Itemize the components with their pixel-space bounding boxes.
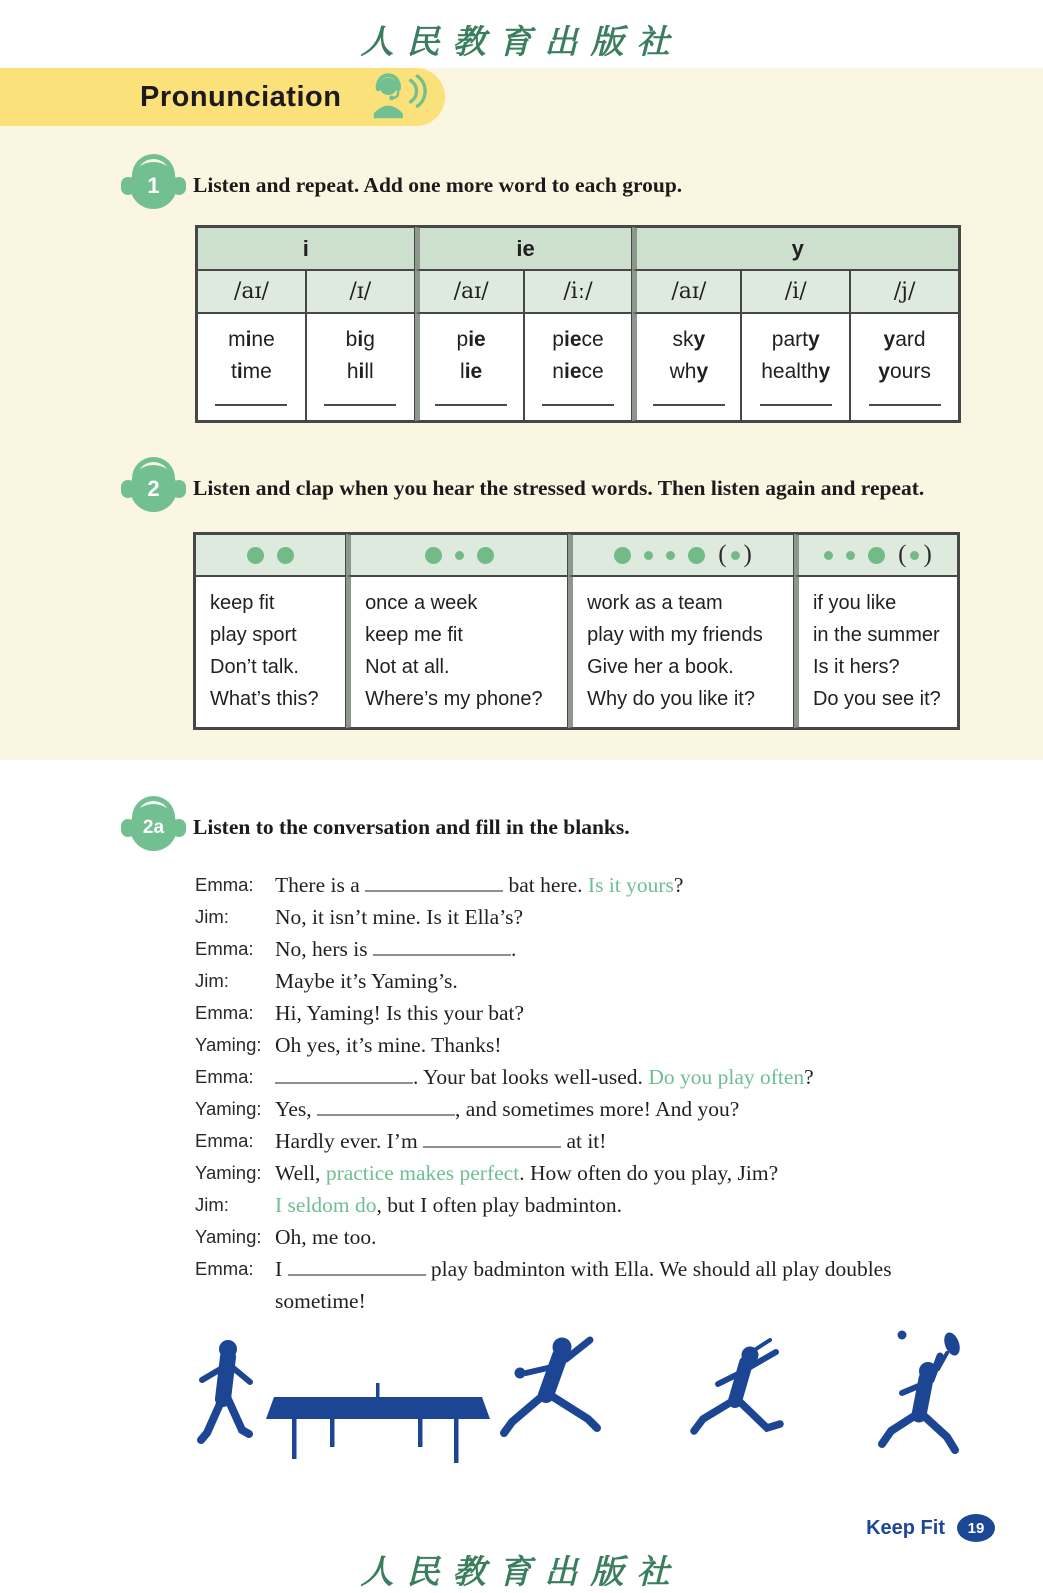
word — [424, 356, 519, 388]
phoneme-cell: /iː/ — [524, 270, 633, 313]
word-prefix: part — [771, 328, 808, 351]
dialogue-text — [275, 1061, 970, 1093]
dialogue-text — [275, 1189, 970, 1221]
green-phrase: Do you play often — [648, 1065, 805, 1089]
dialogue-segment: Hardly ever. I’m — [275, 1129, 424, 1153]
answer-blank — [542, 404, 614, 406]
speaker-label: Emma: — [195, 874, 254, 895]
phrase-cell — [346, 576, 568, 728]
optional-stress-dot: ( ) — [718, 541, 752, 568]
word — [855, 356, 954, 388]
phrase: in the summer — [812, 624, 940, 646]
word-prefix: health — [761, 360, 819, 383]
sports-silhouettes — [190, 1327, 1043, 1474]
fill-in-blank — [373, 941, 511, 956]
dialogue-text — [275, 869, 970, 901]
stress-dot-large — [614, 547, 631, 564]
word — [529, 324, 628, 356]
stress-dot-small — [666, 551, 675, 560]
stress-dot-large — [425, 547, 442, 564]
answer-blank — [324, 404, 396, 406]
speaker-label: Emma: — [195, 938, 254, 959]
stress-dot-small — [731, 551, 740, 560]
page-footer — [0, 1514, 1043, 1542]
stress-dot-large — [688, 547, 705, 564]
target-letters: y — [696, 360, 709, 383]
speaker-label: Yaming: — [195, 1098, 262, 1119]
word — [311, 324, 410, 356]
stress-dot-small — [846, 551, 855, 560]
dialogue-row — [195, 1253, 970, 1317]
word-prefix: l — [460, 360, 465, 383]
phrase: Where’s my phone? — [365, 688, 543, 710]
speaker-label: Yaming: — [195, 1034, 262, 1055]
phrase: keep me fit — [365, 624, 463, 646]
target-letters: i — [245, 328, 252, 351]
publisher-calligraphy-bottom: 人民教育出版社 — [360, 1552, 683, 1591]
phoneme-cell: /aɪ/ — [197, 270, 306, 313]
dialogue-segment: play badminton with Ella. We should all play doubles sometime! — [275, 1257, 892, 1313]
exercise2a-number: 2a — [130, 804, 177, 851]
speaker-label: Jim: — [195, 906, 229, 927]
exercise2-headphones-number-icon — [130, 465, 177, 512]
target-letters: i — [357, 328, 364, 351]
dialogue-segment: , and sometimes more! And you? — [455, 1097, 740, 1121]
exercise2-number: 2 — [130, 465, 177, 512]
stress-dot-small — [910, 551, 919, 560]
dialogue-row — [195, 901, 970, 933]
green-phrase: Is it yours — [587, 873, 674, 897]
unit-label: Keep Fit — [866, 1516, 945, 1539]
publisher-calligraphy-top: 人民教育出版社 — [360, 22, 683, 61]
dialogue-segment: at it! — [561, 1129, 607, 1153]
exercise1-header — [130, 162, 1043, 209]
exercise2a-header — [130, 804, 1043, 851]
exercise1-headphones-number-icon — [130, 162, 177, 209]
dialogue-row — [195, 1093, 970, 1125]
word — [311, 356, 410, 388]
stress-dot-small — [455, 551, 464, 560]
phrase: Do you see it? — [812, 688, 941, 710]
stress-dot-small — [644, 551, 653, 560]
target-letters: y — [818, 360, 831, 383]
speaker-label: Emma: — [195, 1258, 254, 1279]
dialogue-segment: Oh, me too. — [275, 1225, 377, 1249]
fill-in-blank — [423, 1133, 561, 1148]
phrase-cell — [794, 576, 958, 728]
exercise2a-headphones-number-icon — [130, 804, 177, 851]
dialogue-row — [195, 1125, 970, 1157]
target-letters: y — [693, 328, 706, 351]
word-suffix: ard — [895, 328, 926, 351]
dialogue-segment: I — [275, 1257, 288, 1281]
word-prefix: wh — [669, 360, 697, 383]
target-letters: ie — [563, 328, 582, 351]
word — [424, 324, 519, 356]
phrase: Why do you like it? — [587, 688, 755, 710]
dialogue-segment: Yes, — [275, 1097, 318, 1121]
target-letters: y — [883, 328, 896, 351]
word-group-cell — [850, 313, 959, 421]
table-tennis-player-right-icon — [504, 1338, 597, 1434]
exercise1-number: 1 — [130, 162, 177, 209]
answer-blank — [653, 404, 725, 406]
stress-pattern-cell — [568, 534, 794, 576]
dialogue-segment: There is a — [275, 873, 366, 897]
green-phrase: practice makes perfect — [325, 1161, 520, 1185]
word-group-cell — [524, 313, 633, 421]
dialogue-text — [275, 1221, 970, 1253]
target-letters: y — [878, 360, 890, 383]
badminton-smash-player-icon — [882, 1330, 963, 1450]
phonics-table — [195, 225, 961, 423]
word-suffix: me — [242, 360, 272, 383]
word — [529, 356, 628, 388]
phrase: if you like — [812, 592, 897, 614]
dialogue-segment: , but I often play badminton. — [376, 1193, 622, 1217]
exercise1-title: Listen and repeat. Add one more word to each group. — [193, 173, 683, 197]
phrase: play with my friends — [587, 624, 763, 646]
phrase: once a week — [365, 592, 478, 614]
word-group-cell — [632, 313, 741, 421]
word — [641, 324, 736, 356]
dialogue-segment: ? — [804, 1065, 814, 1089]
dialogue-row — [195, 1029, 970, 1061]
dialogue-text — [275, 997, 970, 1029]
word-suffix: ce — [581, 328, 604, 351]
word-group-cell — [306, 313, 415, 421]
dialogue-text — [275, 1125, 970, 1157]
phrase: keep fit — [210, 592, 275, 614]
phrase-cell — [195, 576, 346, 728]
phoneme-cell: /aɪ/ — [415, 270, 524, 313]
dialogue-row — [195, 997, 970, 1029]
dialogue-text — [275, 1157, 970, 1189]
stress-pattern-table — [193, 532, 960, 730]
word-suffix: g — [363, 328, 375, 351]
letter-header-cell: ie — [415, 227, 633, 270]
dialogue-text — [275, 1093, 970, 1125]
target-letters: ie — [464, 360, 483, 383]
target-letters: i — [236, 360, 243, 383]
phrase: play sport — [210, 624, 297, 646]
phrase: Not at all. — [365, 656, 450, 678]
phrase: What’s this? — [210, 688, 319, 710]
fill-in-blank — [275, 1069, 413, 1084]
word-prefix: b — [345, 328, 358, 351]
letter-header-cell: y — [632, 227, 959, 270]
dialogue-text — [275, 965, 970, 997]
dialogue-segment: Hi, Yaming! Is this your bat? — [275, 1001, 525, 1025]
conversation-dialogue — [195, 869, 970, 1317]
speaker-label: Emma: — [195, 1066, 254, 1087]
dialogue-text — [275, 1029, 970, 1061]
letter-header-cell: i — [197, 227, 415, 270]
dialogue-segment: No, hers is — [275, 937, 373, 961]
fill-in-blank — [288, 1261, 426, 1276]
answer-blank — [435, 404, 507, 406]
phrase: Give her a book. — [587, 656, 734, 678]
dialogue-segment: No, it isn’t mine. Is it Ella’s? — [275, 905, 524, 929]
word-suffix: ours — [889, 360, 931, 383]
optional-stress-dot: ( ) — [898, 541, 932, 568]
phoneme-cell: /aɪ/ — [632, 270, 741, 313]
stress-dot-large — [247, 547, 264, 564]
speaker-label: Jim: — [195, 1194, 229, 1215]
page-number-badge: 19 — [957, 1514, 995, 1542]
stress-dot-large — [868, 547, 885, 564]
word — [202, 356, 301, 388]
word-prefix: t — [230, 360, 237, 383]
word-group-cell — [415, 313, 524, 421]
table-tennis-player-left-icon — [201, 1340, 250, 1440]
dialogue-segment: Maybe it’s Yaming’s. — [275, 969, 458, 993]
stress-pattern-cell — [195, 534, 346, 576]
word-prefix: sk — [672, 328, 694, 351]
headset-speaker-icon — [367, 70, 429, 125]
word — [746, 356, 845, 388]
speaker-label: Emma: — [195, 1130, 254, 1151]
dialogue-segment: Oh yes, it’s mine. Thanks! — [275, 1033, 502, 1057]
word — [202, 324, 301, 356]
dialogue-text — [275, 933, 970, 965]
phrase: Is it hers? — [812, 656, 900, 678]
word-prefix: h — [346, 360, 359, 383]
dialogue-row — [195, 869, 970, 901]
exercise2-title: Listen and clap when you hear the stressed words. Then listen again and repeat. — [193, 476, 925, 500]
word-group-cell — [197, 313, 306, 421]
stress-dot-large — [477, 547, 494, 564]
dialogue-segment: . How often do you play, Jim? — [519, 1161, 779, 1185]
word-prefix: m — [228, 328, 246, 351]
phoneme-cell: /i/ — [741, 270, 850, 313]
stress-pattern-cell — [794, 534, 958, 576]
dialogue-segment: bat here. — [503, 873, 588, 897]
green-phrase: I seldom do — [275, 1193, 377, 1217]
phrase: work as a team — [587, 592, 723, 614]
dialogue-segment: . — [510, 937, 517, 961]
running-player-icon — [694, 1340, 780, 1431]
answer-blank — [869, 404, 941, 406]
dialogue-segment: Well, — [275, 1161, 326, 1185]
dialogue-row — [195, 1157, 970, 1189]
pronunciation-section — [0, 68, 1043, 760]
speaker-label: Emma: — [195, 1002, 254, 1023]
dialogue-text — [275, 1253, 970, 1317]
stress-dot-small — [824, 551, 833, 560]
word-suffix: ce — [581, 360, 604, 383]
dialogue-row — [195, 965, 970, 997]
speaker-label: Yaming: — [195, 1162, 262, 1183]
dialogue-row — [195, 933, 970, 965]
page-title: Pronunciation — [140, 80, 342, 113]
word — [641, 356, 736, 388]
word-suffix: ne — [251, 328, 275, 351]
target-letters: ie — [563, 360, 582, 383]
phoneme-cell: /ɪ/ — [306, 270, 415, 313]
phrase: Don’t talk. — [210, 656, 299, 678]
fill-in-blank — [317, 1101, 455, 1116]
pronunciation-banner — [0, 68, 445, 126]
fill-in-blank — [365, 877, 503, 892]
answer-blank — [760, 404, 832, 406]
exercise2-header — [130, 465, 1043, 512]
exercise2a-title: Listen to the conversation and fill in the blanks. — [193, 815, 630, 839]
word-prefix: p — [552, 328, 564, 351]
dialogue-row — [195, 1189, 970, 1221]
phrase-cell — [568, 576, 794, 728]
word — [746, 324, 845, 356]
target-letters: i — [358, 360, 365, 383]
speaker-label: Yaming: — [195, 1226, 262, 1247]
phoneme-cell: /j/ — [850, 270, 959, 313]
table-tennis-table-icon — [266, 1383, 490, 1463]
target-letters: y — [807, 328, 820, 351]
word-group-cell — [741, 313, 850, 421]
word-prefix: n — [552, 360, 564, 383]
stress-dot-large — [277, 547, 294, 564]
dialogue-segment: . Your bat looks well-used. — [413, 1065, 649, 1089]
speaker-label: Jim: — [195, 970, 229, 991]
dialogue-row — [195, 1061, 970, 1093]
dialogue-segment: ? — [673, 873, 684, 897]
stress-pattern-cell — [346, 534, 568, 576]
word-prefix: p — [456, 328, 469, 351]
word — [855, 324, 954, 356]
target-letters: ie — [468, 328, 486, 351]
word-suffix: ll — [364, 360, 374, 383]
dialogue-row — [195, 1221, 970, 1253]
answer-blank — [215, 404, 287, 406]
dialogue-text — [275, 901, 970, 933]
